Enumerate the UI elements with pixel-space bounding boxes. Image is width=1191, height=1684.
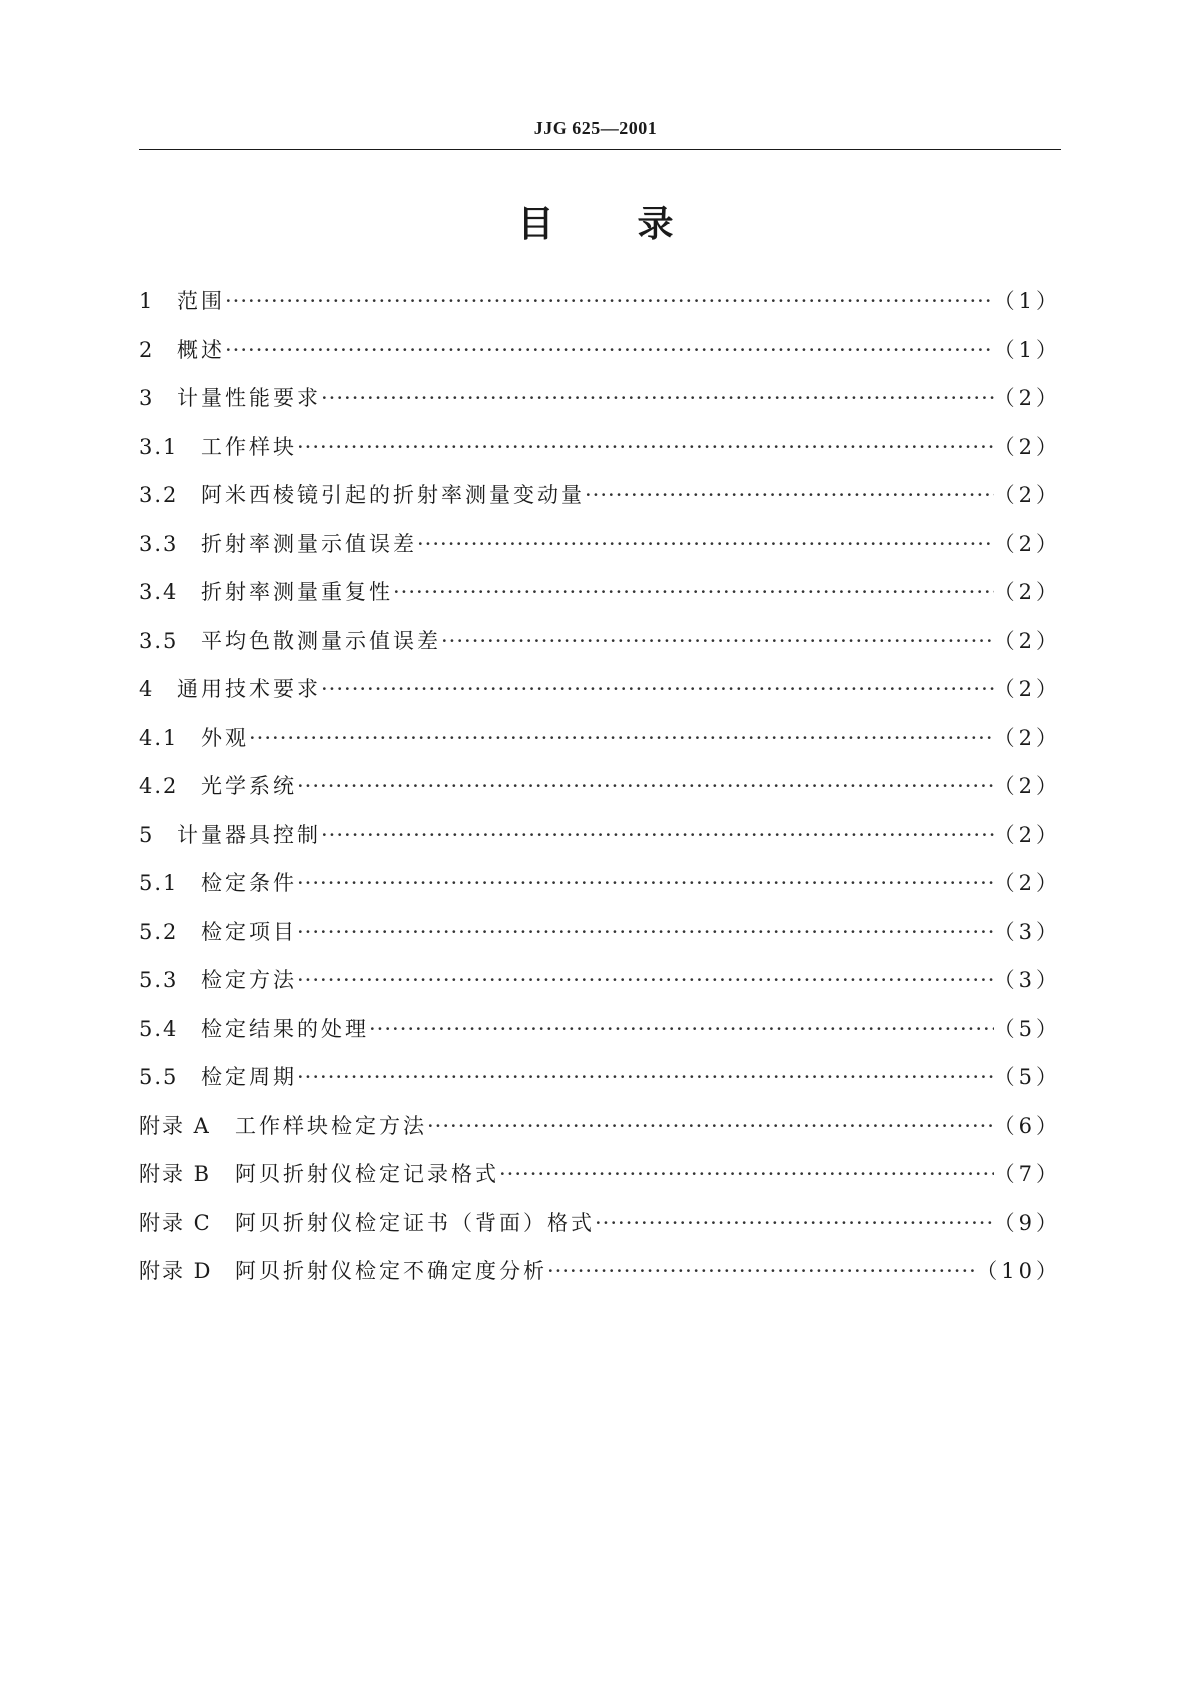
- page-title: [0, 196, 1191, 247]
- toc-entry-title: 折射率测量示值误差: [201, 531, 417, 556]
- toc-entry-page: （2）: [993, 386, 1061, 410]
- toc-entry-title: 概述: [177, 337, 225, 362]
- toc-entry[interactable]: [139, 918, 1061, 967]
- toc-leader-dots: [585, 481, 994, 509]
- toc-entry[interactable]: [139, 1209, 1061, 1258]
- toc-entry-title: 阿贝折射仪检定不确定度分析: [235, 1259, 547, 1283]
- toc-entry-title: 阿贝折射仪检定记录格式: [235, 1162, 499, 1186]
- toc-leader-dots: [321, 821, 994, 849]
- toc-leader-dots: [321, 675, 994, 703]
- toc-entry-title: 通用技术要求: [177, 677, 321, 701]
- toc-entry[interactable]: [139, 1160, 1061, 1209]
- toc-entry-number: 3.1: [139, 434, 179, 459]
- toc-entry-page: （6）: [993, 1113, 1061, 1138]
- toc-entry-number: 附录 B: [139, 1162, 212, 1186]
- toc-entry-page: （2）: [993, 434, 1061, 459]
- toc-leader-dots: [297, 1063, 994, 1091]
- toc-entry-number: 3: [139, 386, 155, 410]
- toc-entry-page: （5）: [993, 1016, 1061, 1041]
- toc-leader-dots: [297, 772, 994, 800]
- toc-entry-number: 4.1: [139, 725, 179, 750]
- toc-entry-title: 检定周期: [201, 1065, 297, 1089]
- toc-entry-title: 检定条件: [201, 871, 297, 895]
- toc-entry-page: （5）: [993, 1065, 1061, 1089]
- toc-entry-number: 附录 D: [139, 1259, 213, 1283]
- toc-leader-dots: [417, 530, 994, 558]
- toc-entry-number: 5.2: [139, 919, 179, 944]
- toc-entry-number: 附录 C: [139, 1210, 212, 1235]
- toc-entry-page: （10）: [976, 1259, 1061, 1283]
- toc-entry-title: 外观: [201, 725, 249, 750]
- toc-leader-dots: [297, 869, 994, 897]
- header-rule: [139, 149, 1061, 150]
- toc-entry-number: 1: [139, 289, 155, 313]
- toc-entry[interactable]: [139, 530, 1061, 579]
- toc-leader-dots: [297, 918, 994, 946]
- toc-entry[interactable]: [139, 627, 1061, 676]
- toc-entry-number: 5.1: [139, 871, 179, 895]
- toc-entry-number: 5.5: [139, 1065, 179, 1089]
- toc-entry-title: 平均色散测量示值误差: [201, 628, 441, 653]
- toc-entry[interactable]: [139, 1257, 1061, 1306]
- toc-leader-dots: [441, 627, 994, 655]
- toc-entry-title: 计量器具控制: [177, 822, 321, 847]
- toc-entry[interactable]: [139, 821, 1061, 870]
- toc-entry-page: （2）: [993, 822, 1061, 847]
- toc-entry-title: 计量性能要求: [177, 386, 321, 410]
- toc-entry-title: 检定方法: [201, 968, 297, 992]
- toc-leader-dots: [427, 1112, 994, 1140]
- toc-entry[interactable]: [139, 578, 1061, 627]
- toc-entry-page: （1）: [993, 337, 1061, 362]
- toc-entry-page: （1）: [993, 289, 1061, 313]
- toc-entry[interactable]: [139, 481, 1061, 530]
- toc-entry-title: 光学系统: [201, 774, 297, 798]
- toc-entry[interactable]: [139, 1112, 1061, 1161]
- toc-entry[interactable]: [139, 1015, 1061, 1064]
- toc-entry-page: （2）: [993, 774, 1061, 798]
- toc-entry[interactable]: [139, 724, 1061, 773]
- toc-entry[interactable]: [139, 336, 1061, 385]
- toc-entry-page: （9）: [993, 1210, 1061, 1235]
- toc-entry-number: 3.2: [139, 483, 179, 507]
- toc-entry-title: 工作样块: [201, 434, 297, 459]
- toc-leader-dots: [393, 578, 994, 606]
- page-title-right: 录: [637, 204, 674, 245]
- toc-leader-dots: [595, 1209, 994, 1237]
- toc-entry[interactable]: [139, 287, 1061, 336]
- toc-entry[interactable]: [139, 675, 1061, 724]
- toc-entry[interactable]: [139, 966, 1061, 1015]
- toc-entry-number: 4.2: [139, 774, 179, 798]
- toc-entry-page: （2）: [993, 580, 1061, 604]
- toc-leader-dots: [297, 966, 994, 994]
- toc-entry-number: 3.3: [139, 531, 179, 556]
- toc-entry-page: （2）: [993, 531, 1061, 556]
- toc-entry-number: 3.4: [139, 580, 179, 604]
- toc-entry[interactable]: [139, 772, 1061, 821]
- toc-entry-title: 检定结果的处理: [201, 1016, 369, 1041]
- toc-leader-dots: [369, 1015, 994, 1043]
- toc-entry-title: 检定项目: [201, 919, 297, 944]
- toc-leader-dots: [321, 384, 994, 412]
- toc-entry-number: 5.4: [139, 1016, 179, 1041]
- toc-leader-dots: [225, 336, 994, 364]
- toc-entry-title: 范围: [177, 289, 225, 313]
- document-code: JJG 625—2001: [533, 118, 658, 138]
- toc-entry-page: （2）: [993, 725, 1061, 750]
- toc-leader-dots: [499, 1160, 994, 1188]
- toc-leader-dots: [225, 287, 994, 315]
- toc-entry-title: 折射率测量重复性: [201, 580, 393, 604]
- page-title-left: 目: [517, 204, 554, 245]
- toc-leader-dots: [297, 433, 994, 461]
- toc-entry-page: （3）: [993, 968, 1061, 992]
- toc-entry-page: （2）: [993, 871, 1061, 895]
- toc-entry[interactable]: [139, 869, 1061, 918]
- toc-entry-page: （2）: [993, 677, 1061, 701]
- toc-entry[interactable]: [139, 1063, 1061, 1112]
- toc-entry-title: 阿贝折射仪检定证书（背面）格式: [235, 1210, 595, 1235]
- toc-entry-number: 3.5: [139, 628, 179, 653]
- toc-entry-number: 4: [139, 677, 155, 701]
- toc-entry-title: 工作样块检定方法: [235, 1113, 427, 1138]
- toc-entry-number: 5.3: [139, 968, 179, 992]
- toc-entry-page: （2）: [993, 483, 1061, 507]
- toc-leader-dots: [249, 724, 994, 752]
- toc-entry-number: 2: [139, 337, 155, 362]
- toc-leader-dots: [547, 1257, 976, 1285]
- toc-entry-page: （7）: [993, 1162, 1061, 1186]
- toc-entry-title: 阿米西棱镜引起的折射率测量变动量: [201, 483, 585, 507]
- toc-entry-number: 5: [139, 822, 155, 847]
- toc-entry[interactable]: [139, 433, 1061, 482]
- table-of-contents: [139, 287, 1061, 1306]
- toc-entry-page: （2）: [993, 628, 1061, 653]
- toc-entry-number: 附录 A: [139, 1113, 211, 1138]
- toc-entry[interactable]: [139, 384, 1061, 433]
- toc-entry-page: （3）: [993, 919, 1061, 944]
